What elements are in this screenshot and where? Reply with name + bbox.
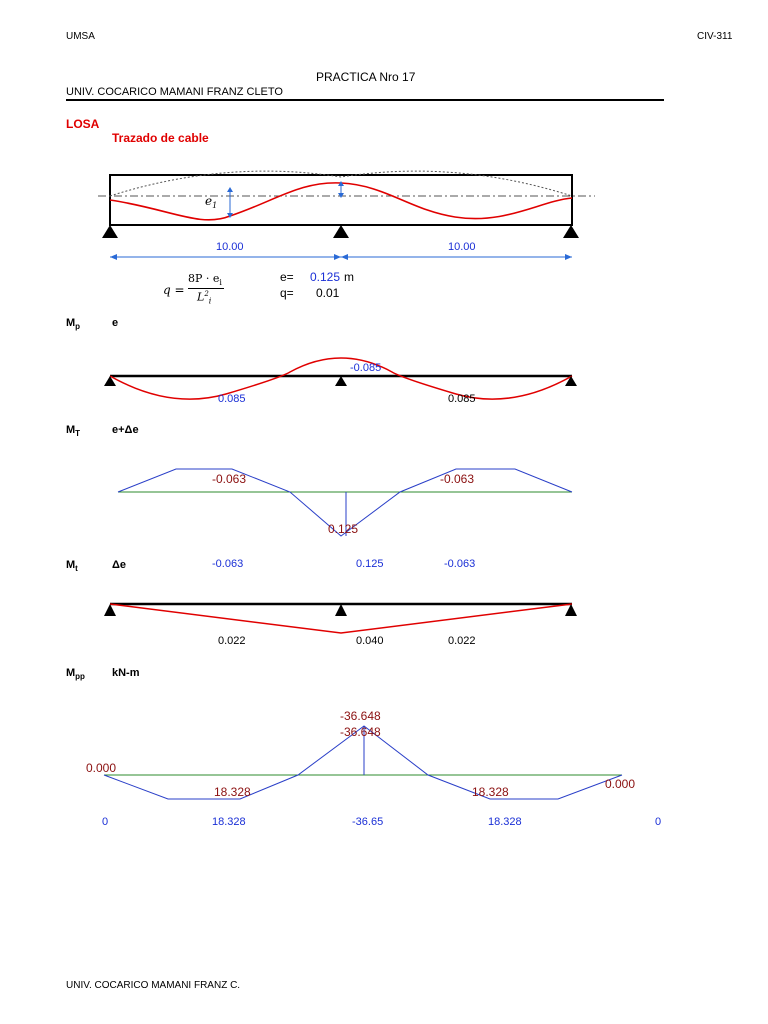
mp-diagram	[0, 350, 768, 405]
author-name: UNIV. COCARICO MAMANI FRANZ CLETO	[66, 86, 283, 98]
mpp-left-end: 0.000	[86, 761, 117, 775]
mt-label: $M_T$	[66, 424, 81, 438]
e-value: 0.125	[310, 270, 341, 284]
section-subtitle: Trazado de cable	[112, 131, 209, 145]
footer-author: UNIV. COCARICO MAMANI FRANZ C.	[66, 980, 241, 991]
mpp-top-value-2: -36.648	[340, 725, 381, 739]
mp-center-value: -0.085	[350, 362, 382, 374]
mp-right-value: 0.085	[448, 393, 476, 405]
mpp-right-end: 0.000	[605, 777, 636, 791]
mt2-bottom-1: 0.022	[218, 635, 246, 647]
page-title: PRACTICA Nro 17	[316, 70, 416, 84]
mpp-row-3: 18.328	[488, 816, 522, 828]
header-left: UMSA	[66, 31, 95, 42]
mt-diagram	[0, 460, 768, 540]
formula-fraction-bar	[188, 288, 224, 289]
mt2-label: $M_t$	[66, 559, 78, 573]
e-unit: m	[344, 270, 354, 284]
mp-left-value: 0.085	[218, 393, 246, 405]
mt2-value-1: -0.063	[212, 558, 244, 570]
mpp-row-4: 0	[655, 816, 662, 828]
support-center	[333, 225, 349, 238]
q-label: q=	[280, 286, 294, 300]
q-value: 0.01	[316, 286, 340, 300]
span-1-length: 10.00	[216, 241, 244, 253]
formula-denominator: $L^2_i$	[197, 290, 212, 306]
mt-right-value: -0.063	[440, 472, 475, 486]
e-label: e=	[280, 270, 294, 284]
mpp-right-value: 18.328	[472, 785, 509, 799]
mt-left-value: -0.063	[212, 472, 247, 486]
span-2-length: 10.00	[448, 241, 476, 253]
mp-label: $M_p$	[66, 317, 81, 331]
mpp-left-value: 18.328	[214, 785, 251, 799]
section-title: LOSA	[66, 117, 100, 131]
formula-q: q =	[163, 283, 185, 297]
mpp-top-value-1: -36.648	[340, 709, 381, 723]
mt2-value-2: 0.125	[356, 558, 384, 570]
mt2-description: Δe	[112, 559, 127, 571]
mt2-value-3: -0.063	[444, 558, 476, 570]
mpp-row-2: -36.65	[352, 816, 384, 828]
mt2-bottom-3: 0.022	[448, 635, 476, 647]
support-right	[563, 225, 579, 238]
mpp-unit: kN-m	[112, 667, 140, 679]
support-left	[102, 225, 118, 238]
mt2-diagram	[0, 596, 768, 636]
header-rule	[66, 99, 664, 101]
mp-description: e	[112, 317, 119, 329]
eccentricity-label: $e_1$	[205, 194, 218, 210]
mt2-bottom-2: 0.040	[356, 635, 384, 647]
mpp-row-1: 18.328	[212, 816, 246, 828]
formula-numerator: $8P \cdot e_i$	[188, 272, 222, 287]
mt-center-value: 0.125	[328, 522, 359, 536]
cable-diagram	[0, 165, 768, 270]
mpp-label: $M_{pp}$	[66, 667, 85, 681]
header-right: CIV-311	[697, 31, 733, 42]
mpp-row-0: 0	[102, 816, 109, 828]
mt-description: e+Δe	[112, 424, 139, 436]
